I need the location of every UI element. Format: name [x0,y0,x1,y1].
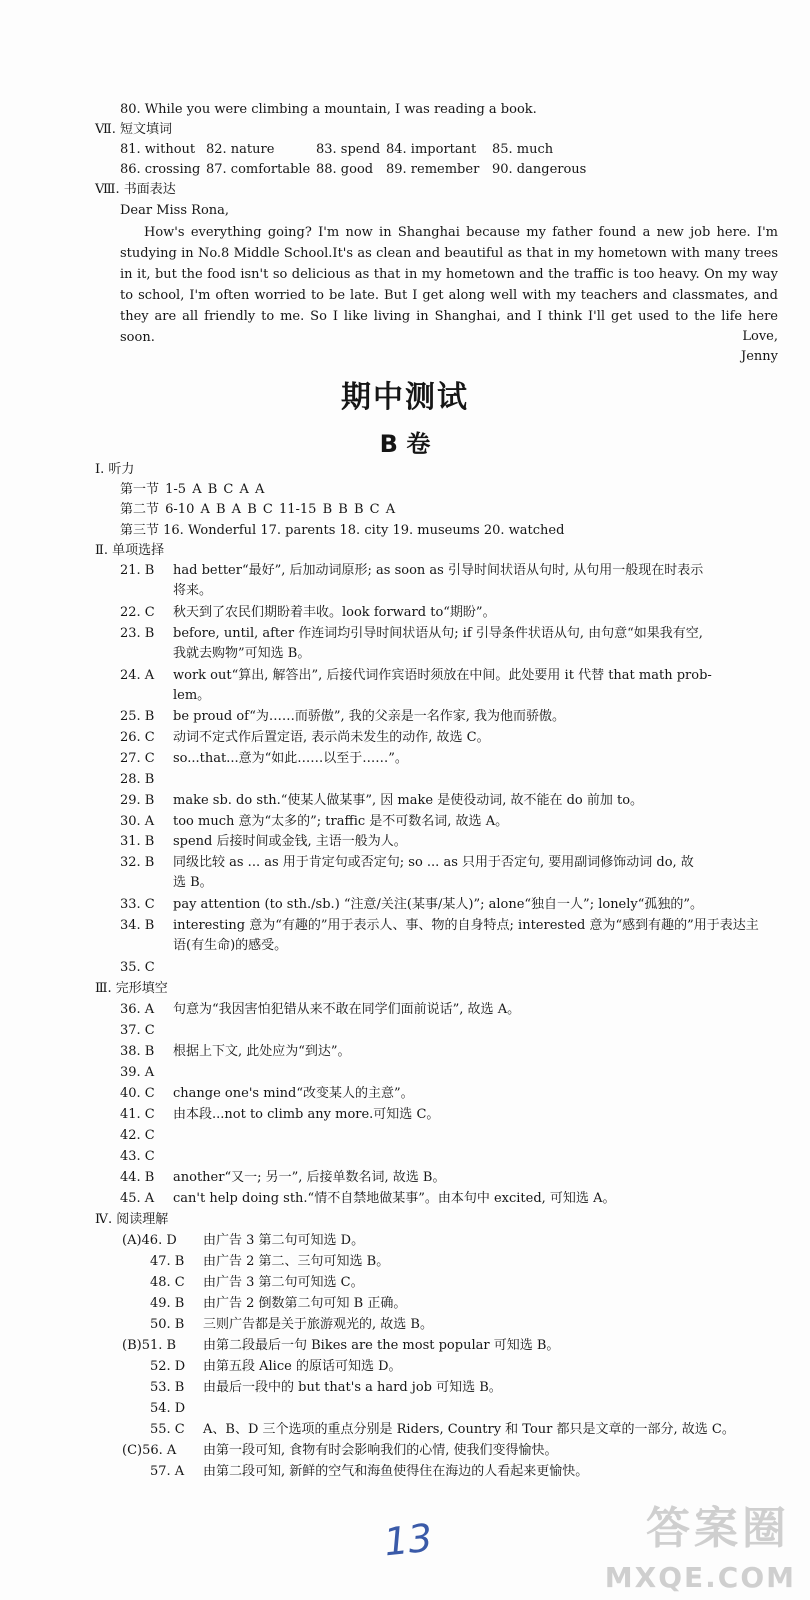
answer-number: 50. B [150,1317,185,1332]
answer-number: 30. A [120,814,155,829]
answer-explanation: 由第二段可知, 新鲜的空气和海鱼使得住在海边的人看起来更愉快。 [203,1464,589,1479]
answer-explanation: 由广告 3 第二句可知选 C。 [203,1275,364,1290]
answer-explanation: 三则广告都是关于旅游观光的, 故选 B。 [203,1317,433,1332]
answer-number: 27. C [120,751,155,766]
answer-explanation: pay attention (to sth./sb.) “注意/关注(某事/某人)”; alone“独自一人”; lonely“孤独的”。 [173,897,704,912]
section-7-title: Ⅶ. 短文填词 [95,122,173,137]
letter-closing: Love, [742,329,778,344]
answer-explanation: 由最后一段中的 but that's a hard job 可知选 B。 [203,1380,502,1395]
answer-explanation: change one's mind“改变某人的主意”。 [173,1086,414,1101]
answer-number: 45. A [120,1191,155,1206]
answer-explanation: 由第二段最后一句 Bikes are the most popular 可知选 B。 [203,1338,560,1353]
answer-number: 23. B [120,626,155,641]
answer-number: (C)56. A [122,1443,177,1458]
answer-explanation: 句意为“我因害怕犯错从来不敢在同学们面前说话”, 故选 A。 [173,1002,521,1017]
answer-number: 43. C [120,1149,155,1164]
page-number: 13 [381,1515,435,1565]
listening-part-1: 第一节 1-5 A B C A A [120,482,265,497]
answer-number: 48. C [150,1275,185,1290]
answer-number: 32. B [120,855,155,870]
answer-number: 35. C [120,960,155,975]
section-cloze-title: Ⅲ. 完形填空 [95,981,168,996]
answer-number: 33. C [120,897,155,912]
blank-answer: 84. important [386,142,477,157]
answer-number: 22. C [120,605,155,620]
blank-answer: 82. nature [206,142,275,157]
answer-number: 28. B [120,772,155,787]
answer-explanation: 由本段...not to climb any more.可知选 C。 [173,1107,440,1122]
page-subtitle: B 卷 [379,430,431,458]
blank-answer: 81. without [120,142,196,157]
answer-explanation-cont: 选 B。 [173,875,213,890]
answer-explanation: too much 意为“太多的”; traffic 是不可数名词, 故选 A。 [173,814,509,829]
page-title: 期中测试 [341,380,469,415]
blank-answer: 89. remember [386,162,480,177]
answer-explanation-cont: 语(有生命)的感受。 [173,938,288,953]
section-7-row-1 [120,141,553,159]
answer-explanation: 同级比较 as ... as 用于肯定句或否定句; so ... as 只用于否定句, 要用副词修饰动词 do, 故 [173,855,694,870]
answer-number: 53. B [150,1380,185,1395]
answer-explanation: 由广告 2 倒数第二句可知 B 正确。 [203,1296,407,1311]
answer-number: 31. B [120,834,155,849]
answer-number: 52. D [150,1359,186,1374]
answer-number: 47. B [150,1254,185,1269]
answer-number: (B)51. B [122,1338,177,1353]
answer-number: 34. B [120,918,155,933]
answer-explanation: be proud of“为……而骄傲”, 我的父亲是一名作家, 我为他而骄傲。 [173,709,566,724]
answer-explanation-cont: lem。 [173,688,211,703]
answer-explanation: can't help doing sth.“情不自禁地做某事”。由本句中 excited, 可知选 A。 [173,1191,616,1206]
listening-part-2: 第二节 6-10 A B A B C 11-15 B B B C A [120,502,396,517]
answer-explanation: make sb. do sth.“使某人做某事”, 因 make 是使役动词, 故不能在 do 前加 to。 [173,793,644,808]
answer-explanation-cont: 我就去购物”可知选 B。 [173,646,311,661]
section-single-choice-title: Ⅱ. 单项选择 [95,543,165,558]
answer-number: 26. C [120,730,155,745]
blank-answer: 88. good [316,162,374,177]
answer-number: 38. B [120,1044,155,1059]
answer-explanation: spend 后接时间或金钱, 主语一般为人。 [173,834,407,849]
blank-answer: 83. spend [316,142,381,157]
answer-number: 36. A [120,1002,155,1017]
section-listening-title: Ⅰ. 听力 [95,462,135,477]
answer-number: 25. B [120,709,155,724]
letter-signature: Jenny [741,349,778,364]
watermark-url: MXQE.COM [604,1561,796,1594]
answer-explanation: before, until, after 作连词均引导时间状语从句; if 引导条件状语从句, 由句意“如果我有空, [173,626,703,641]
letter-greeting: Dear Miss Rona, [120,203,230,218]
answer-number: 44. B [120,1170,155,1185]
answer-explanation: 由第一段可知, 食物有时会影响我们的心情, 使我们变得愉快。 [203,1443,558,1458]
answer-number: 21. B [120,563,155,578]
answer-number: (A)46. D [122,1233,177,1248]
section-reading-title: Ⅳ. 阅读理解 [95,1212,169,1227]
answer-number: 55. C [150,1422,185,1437]
answer-explanation: 秋天到了农民们期盼着丰收。look forward to“期盼”。 [173,605,496,620]
blank-answer: 90. dangerous [492,162,587,177]
answer-explanation: 根据上下文, 此处应为“到达”。 [173,1044,351,1059]
answer-explanation: work out“算出, 解答出”, 后接代词作宾语时须放在中间。此处要用 it 代替 that math prob- [173,668,712,683]
answer-number: 40. C [120,1086,155,1101]
answer-explanation: had better“最好”, 后加动词原形; as soon as 引导时间状语从句时, 从句用一般现在时表示 [173,563,704,578]
watermark-logo: 答案圈 [646,1503,790,1554]
answer-number: 37. C [120,1023,155,1038]
answer-explanation: A、B、D 三个选项的重点分别是 Riders, Country 和 Tour 都只是文章的一部分, 故选 C。 [203,1422,735,1437]
blank-answer: 85. much [492,142,554,157]
answer-explanation: 由广告 3 第二句可知选 D。 [203,1233,365,1248]
answer-80: 80. While you were climbing a mountain, I was reading a book. [120,102,537,117]
letter-body: How's everything going? I'm now in Shanghai because my father found a new job here. I'm studying in No.8 Middle School.It's as clean and beautiful as that in my hometown with many trees in it, but the food isn't so delicious as that in my hometown and the traffic is too heavy. On my way to school, I'm often worried to be late. But I get along well with my teachers and classmates, and they are all friendly to me. So I like living in Shanghai, and I think I'll get used to the life here soon. [120,225,778,345]
answer-number: 39. A [120,1065,155,1080]
answer-number: 57. A [150,1464,185,1479]
answer-explanation: 动词不定式作后置定语, 表示尚未发生的动作, 故选 C。 [173,730,490,745]
answer-number: 41. C [120,1107,155,1122]
answer-explanation: 由第五段 Alice 的原话可知选 D。 [203,1359,402,1374]
answer-number: 29. B [120,793,155,808]
answer-number: 42. C [120,1128,155,1143]
answer-number: 54. D [150,1401,186,1416]
answer-explanation: 由广告 2 第二、三句可知选 B。 [203,1254,390,1269]
section-8-title: Ⅷ. 书面表达 [95,182,176,197]
listening-part-3: 第三节 16. Wonderful 17. parents 18. city 19. museums 20. watched [120,523,565,538]
answer-explanation-cont: 将来。 [173,583,213,598]
answer-explanation: so...that...意为“如此……以至于……”。 [173,751,408,766]
answer-explanation: another“又一; 另一”, 后接单数名词, 故选 B。 [173,1170,446,1185]
blank-answer: 87. comfortable [206,162,311,177]
blank-answer: 86. crossing [120,162,201,177]
answer-number: 24. A [120,668,155,683]
section-7-row-2 [120,161,586,179]
answer-explanation: interesting 意为“有趣的”用于表示人、事、物的自身特点; interested 意为“感到有趣的”用于表达主 [173,918,759,933]
answer-number: 49. B [150,1296,185,1311]
